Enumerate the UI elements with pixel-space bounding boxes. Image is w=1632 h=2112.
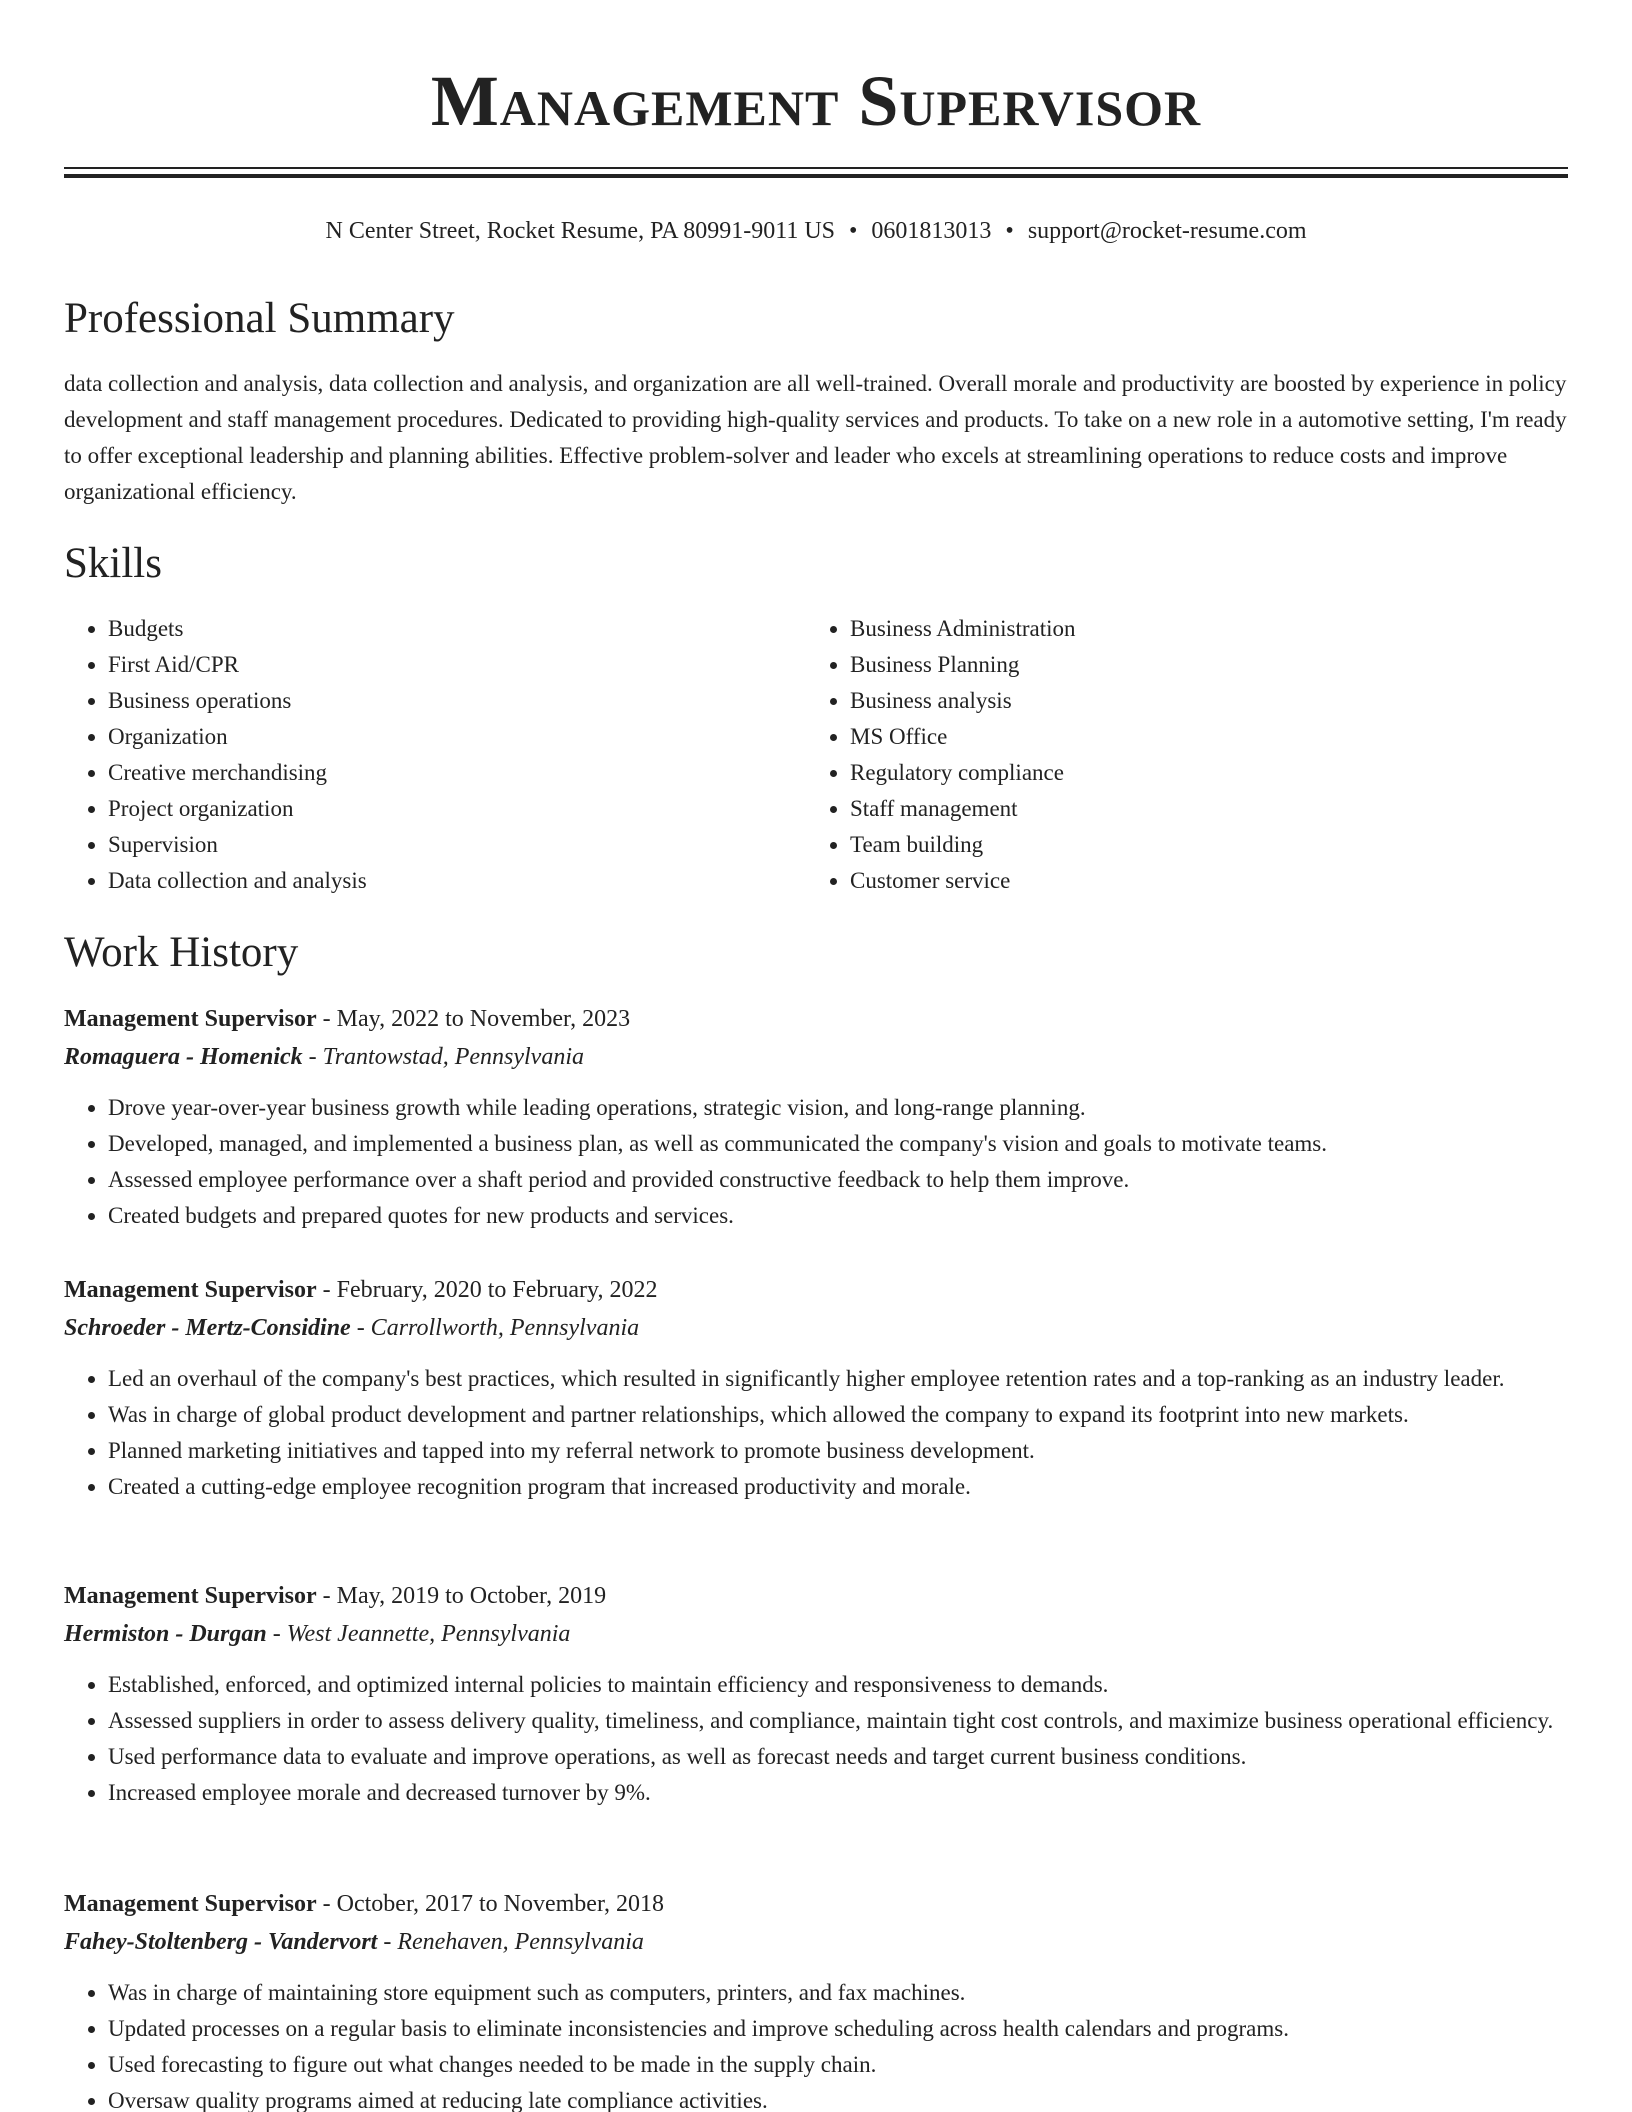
job-company: Romaguera - Homenick (64, 1044, 303, 1070)
skills-heading: Skills (64, 540, 162, 587)
job-bullet: • Established, enforced, and optimized internal policies to maintain efficiency and responsiveness to demands. (108, 1667, 1568, 1703)
contact-separator: • (1005, 218, 1014, 244)
job-company-line (64, 1309, 1568, 1347)
contact-line (64, 213, 1568, 249)
job-bullet: • Planned marketing initiatives and tapped into my referral network to promote business development. (108, 1433, 1568, 1469)
skill-item: • Staff management (850, 791, 1550, 827)
job-company: Hermiston - Durgan (64, 1621, 267, 1647)
job-company: Fahey-Stoltenberg - Vandervort (64, 1929, 378, 1955)
skills-list-right (806, 611, 1550, 899)
job-dates: - May, 2022 to November, 2023 (316, 1006, 631, 1032)
skill-item: • Regulatory compliance (850, 755, 1550, 791)
skill-item: • Organization (108, 719, 808, 755)
contact-separator: • (849, 218, 858, 244)
contact-address: N Center Street, Rocket Resume, PA 80991-9011 US (325, 218, 836, 244)
job-location: - Carrollworth, Pennsylvania (350, 1315, 640, 1341)
job-bullet: • Oversaw quality programs aimed at reducing late compliance activities. (108, 2083, 1568, 2112)
job-location: - Renehaven, Pennsylvania (377, 1929, 644, 1955)
skill-item: • Business Planning (850, 647, 1550, 683)
job-bullets (64, 1361, 1568, 1505)
job-role: Management Supervisor (64, 1277, 317, 1303)
job-bullet: • Developed, managed, and implemented a business plan, as well as communicated the company's vision and goals to motivate teams. (108, 1126, 1568, 1162)
job-bullet: • Created a cutting-edge employee recognition program that increased productivity and morale. (108, 1469, 1568, 1505)
skill-item: • Business Administration (850, 611, 1550, 647)
job-title-line (64, 1577, 1568, 1615)
job-entry (64, 1271, 1568, 1505)
job-company: Schroeder - Mertz-Considine (64, 1315, 351, 1341)
job-entry (64, 1885, 1568, 2112)
skill-item: • First Aid/CPR (108, 647, 808, 683)
summary-text: data collection and analysis, data collection and analysis, and organization are all well-trained. Overall morale and productivity are boosted by experience in policy development and staff management procedures. Dedicated to providing high-quality services and products. To take on a new role in a automotive setting, I'm ready to offer exceptional leadership and planning abilities. Effective problem-solver and leader who excels at streamlining operations to reduce costs and improve organizational efficiency. (64, 371, 1567, 504)
skill-item: • Supervision (108, 827, 808, 863)
job-bullets (64, 1090, 1568, 1234)
job-role: Management Supervisor (64, 1891, 317, 1917)
job-location: - Trantowstad, Pennsylvania (302, 1044, 585, 1070)
job-dates: - February, 2020 to February, 2022 (316, 1277, 658, 1303)
skill-item: • Creative merchandising (108, 755, 808, 791)
job-bullet: • Assessed employee performance over a shaft period and provided constructive feedback to help them improve. (108, 1162, 1568, 1198)
job-entry (64, 1000, 1568, 1234)
skill-item: • Team building (850, 827, 1550, 863)
job-bullets (64, 1975, 1568, 2112)
job-bullet: • Drove year-over-year business growth while leading operations, strategic vision, and long-range planning. (108, 1090, 1568, 1126)
job-dates: - May, 2019 to October, 2019 (316, 1583, 607, 1609)
job-title-line (64, 1000, 1568, 1038)
summary-heading: Professional Summary (64, 295, 455, 342)
skill-item: • Business operations (108, 683, 808, 719)
job-bullet: • Was in charge of global product development and partner relationships, which allowed the company to expand its footprint into new markets. (108, 1397, 1568, 1433)
job-location: - West Jeannette, Pennsylvania (266, 1621, 571, 1647)
job-entry (64, 1577, 1568, 1811)
contact-email: support@rocket-resume.com (1027, 218, 1307, 244)
header-rule-thin (64, 167, 1568, 169)
job-bullet: • Led an overhaul of the company's best practices, which resulted in significantly higher employee retention rates and a top-ranking as an industry leader. (108, 1361, 1568, 1397)
job-role: Management Supervisor (64, 1006, 317, 1032)
skill-item: • Data collection and analysis (108, 863, 808, 899)
job-bullet: • Updated processes on a regular basis to eliminate inconsistencies and improve scheduling across health calendars and programs. (108, 2011, 1568, 2047)
job-bullet: • Created budgets and prepared quotes for new products and services. (108, 1198, 1568, 1234)
skills-list-left (64, 611, 808, 899)
job-bullet: • Assessed suppliers in order to assess delivery quality, timeliness, and compliance, maintain tight cost controls, and maximize business operational efficiency. (108, 1703, 1568, 1739)
skill-item: • Business analysis (850, 683, 1550, 719)
job-bullet: • Was in charge of maintaining store equipment such as computers, printers, and fax machines. (108, 1975, 1568, 2011)
job-company-line (64, 1923, 1568, 1961)
skill-item: • Budgets (108, 611, 808, 647)
header-rule-thick (64, 174, 1568, 178)
job-title-line (64, 1885, 1568, 1923)
contact-phone: 0601813013 (871, 218, 992, 244)
resume-name: Management Supervisor (430, 61, 1202, 141)
job-company-line (64, 1615, 1568, 1653)
job-dates: - October, 2017 to November, 2018 (316, 1891, 664, 1917)
job-role: Management Supervisor (64, 1583, 317, 1609)
job-bullets (64, 1667, 1568, 1811)
job-title-line (64, 1271, 1568, 1309)
skill-item: • Project organization (108, 791, 808, 827)
skill-item: • Customer service (850, 863, 1550, 899)
job-bullet: • Increased employee morale and decreased turnover by 9%. (108, 1775, 1568, 1811)
job-bullet: • Used performance data to evaluate and improve operations, as well as forecast needs and target current business conditions. (108, 1739, 1568, 1775)
work-history-heading: Work History (64, 929, 299, 976)
job-bullet: • Used forecasting to figure out what changes needed to be made in the supply chain. (108, 2047, 1568, 2083)
job-company-line (64, 1038, 1568, 1076)
skill-item: • MS Office (850, 719, 1550, 755)
